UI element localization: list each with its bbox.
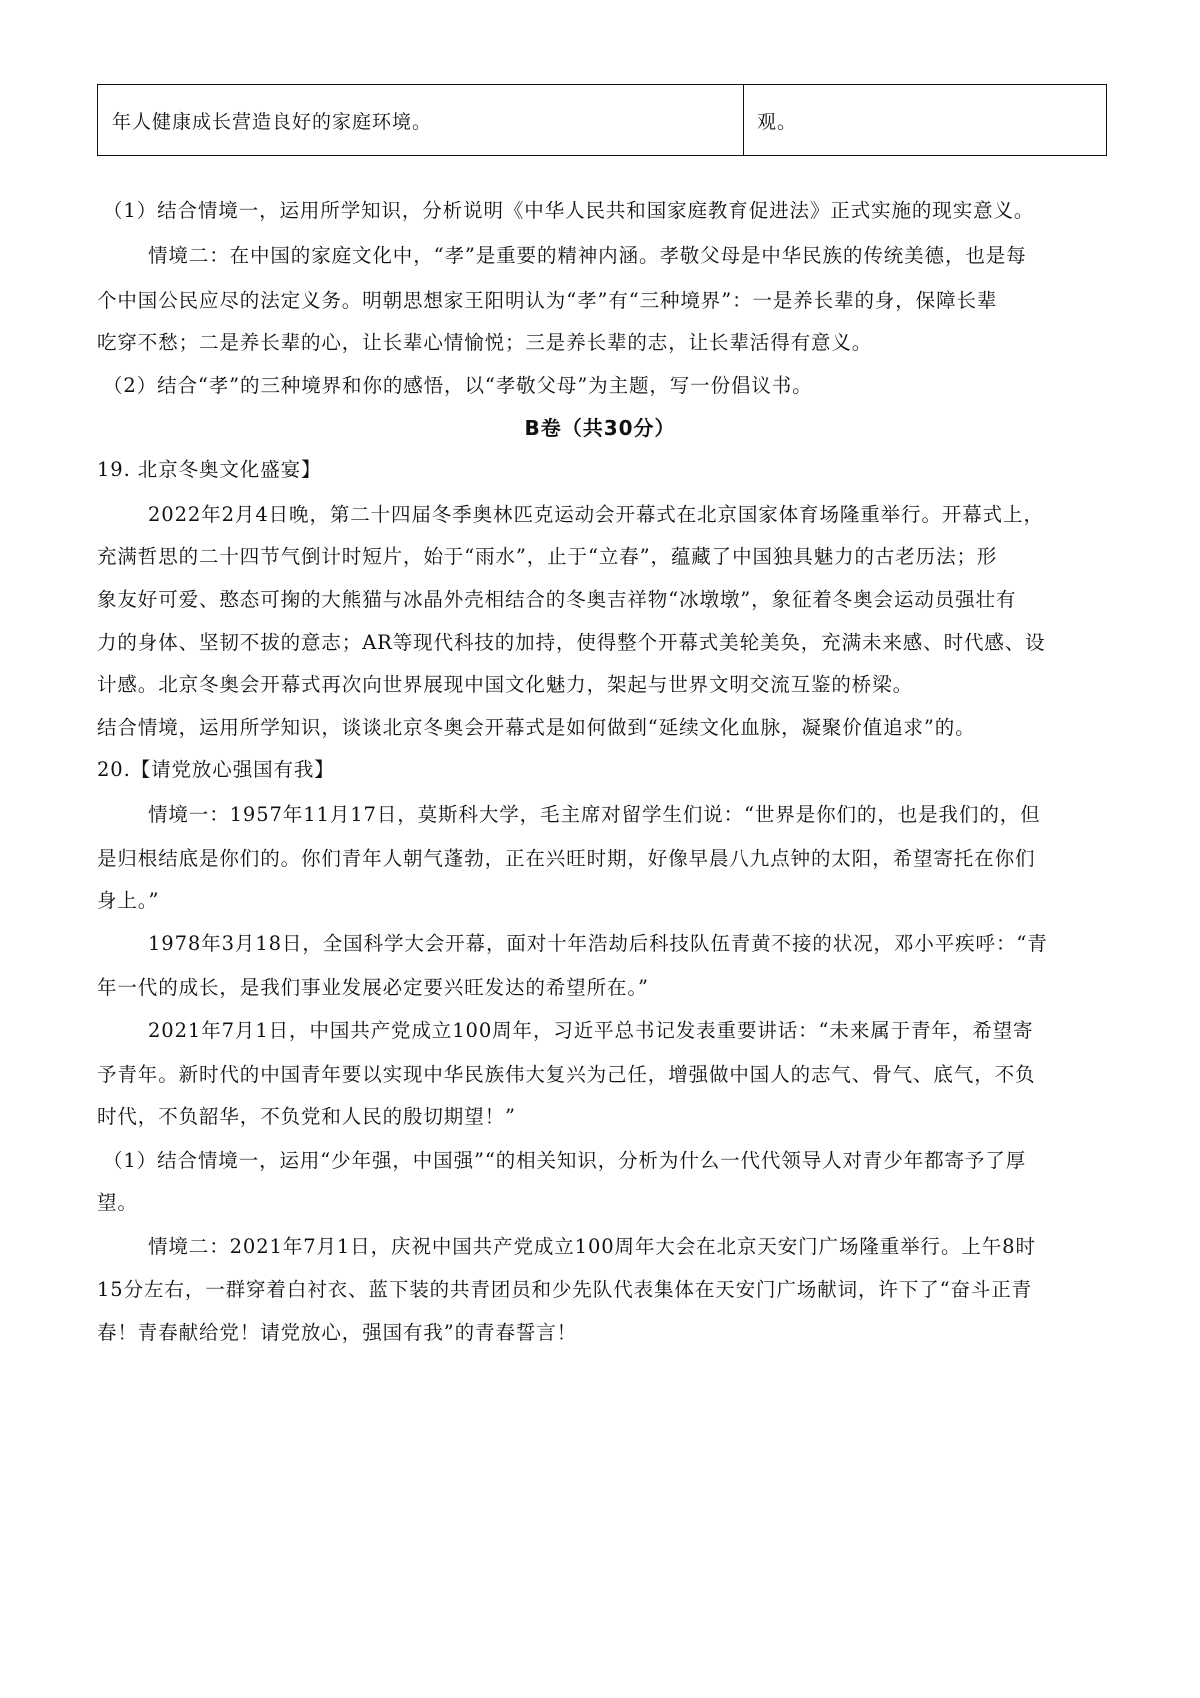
question-18-2: （2）结合“孝”的三种境界和你的感悟，以“孝敬父母”为主题，写一份倡议书。 <box>103 374 813 397</box>
q20-context-1-line-3: 身上。” <box>97 889 160 912</box>
q19-para-line-1: 2022年2月4日晚，第二十四届冬季奥林匹克运动会开幕式在北京国家体育场隆重举行。开幕式上， <box>148 503 1044 526</box>
q20-context-1-line-1: 情境一：1957年11月17日，莫斯科大学，毛主席对留学生们说：“世界是你们的，也是我们的，但 <box>148 803 1041 826</box>
context-2-line-2: 个中国公民应尽的法定义务。明朝思想家王阳明认为“孝”有“三种境界”：一是养长辈的身，保障长辈 <box>97 289 998 312</box>
section-b-title: B卷（共30分） <box>524 416 676 440</box>
q20-para-2021-line-1: 2021年7月1日，中国共产党成立100周年，习近平总书记发表重要讲话：“未来属于青年，希望寄 <box>148 1019 1034 1042</box>
q19-para-line-2: 充满哲思的二十四节气倒计时短片，始于“雨水”，止于“立春”，蕴藏了中国独具魅力的古老历法；形 <box>97 545 998 568</box>
q20-context-2-line-2: 15分左右，一群穿着白衬衣、蓝下装的共青团员和少先队代表集体在天安门广场献词，许下了“奋斗正青 <box>97 1278 1033 1301</box>
table-cell-left: 年人健康成长营造良好的家庭环境。 <box>98 85 744 155</box>
q20-para-1978-line-2: 年一代的成长，是我们事业发展必定要兴旺发达的希望所在。” <box>97 976 649 999</box>
q19-prompt: 结合情境，运用所学知识，谈谈北京冬奥会开幕式是如何做到“延续文化血脉，凝聚价值追求”的。 <box>97 716 976 739</box>
q20-context-1-line-2: 是归根结底是你们的。你们青年人朝气蓬勃，正在兴旺时期，好像早晨八九点钟的太阳，希望寄托在你们 <box>97 847 1036 870</box>
q20-context-2-line-3: 春！青春献给党！请党放心，强国有我”的青春誓言！ <box>97 1321 578 1344</box>
q19-para-line-4: 力的身体、坚韧不拔的意志；AR等现代科技的加持，使得整个开幕式美轮美奂，充满未来感、时代感、设 <box>97 631 1046 654</box>
q20-context-2-line-1: 情境二：2021年7月1日，庆祝中国共产党成立100周年大会在北京天安门广场隆重举行。上午8时 <box>148 1235 1036 1258</box>
question-18-1: （1）结合情境一，运用所学知识，分析说明《中华人民共和国家庭教育促进法》正式实施的现实意义。 <box>103 199 1035 222</box>
question-19-title: 19. 北京冬奥文化盛宴】 <box>97 458 322 481</box>
question-20-title: 20.【请党放心强国有我】 <box>97 758 335 781</box>
table-cell-right: 观。 <box>757 110 798 133</box>
q19-para-line-5: 计感。北京冬奥会开幕式再次向世界展现中国文化魅力，架起与世界文明交流互鉴的桥梁。 <box>97 673 914 696</box>
question-20-1-line-1: （1）结合情境一，运用“少年强，中国强”“的相关知识，分析为什么一代代领导人对青少年都寄予了厚 <box>103 1149 1027 1172</box>
q19-para-line-3: 象友好可爱、憨态可掬的大熊猫与冰晶外壳相结合的冬奥吉祥物“冰墩墩”，象征着冬奥会运动员强壮有 <box>97 588 1017 611</box>
q20-para-1978-line-1: 1978年3月18日，全国科学大会开幕，面对十年浩劫后科技队伍青黄不接的状况，邓小平疾呼：“青 <box>148 932 1048 955</box>
question-20-1-line-2: 望。 <box>97 1191 138 1214</box>
context-2-line-1: 情境二：在中国的家庭文化中，“孝”是重要的精神内涵。孝敬父母是中华民族的传统美德，也是每 <box>148 244 1027 267</box>
q20-para-2021-line-2: 予青年。新时代的中国青年要以实现中华民族伟大复兴为己任，增强做中国人的志气、骨气、底气，不负 <box>97 1063 1036 1086</box>
continuation-table <box>97 84 1107 156</box>
q20-para-2021-line-3: 时代，不负韶华，不负党和人民的殷切期望！” <box>97 1105 516 1128</box>
context-2-line-3: 吃穿不愁；二是养长辈的心，让长辈心情愉悦；三是养长辈的志，让长辈活得有意义。 <box>97 331 873 354</box>
